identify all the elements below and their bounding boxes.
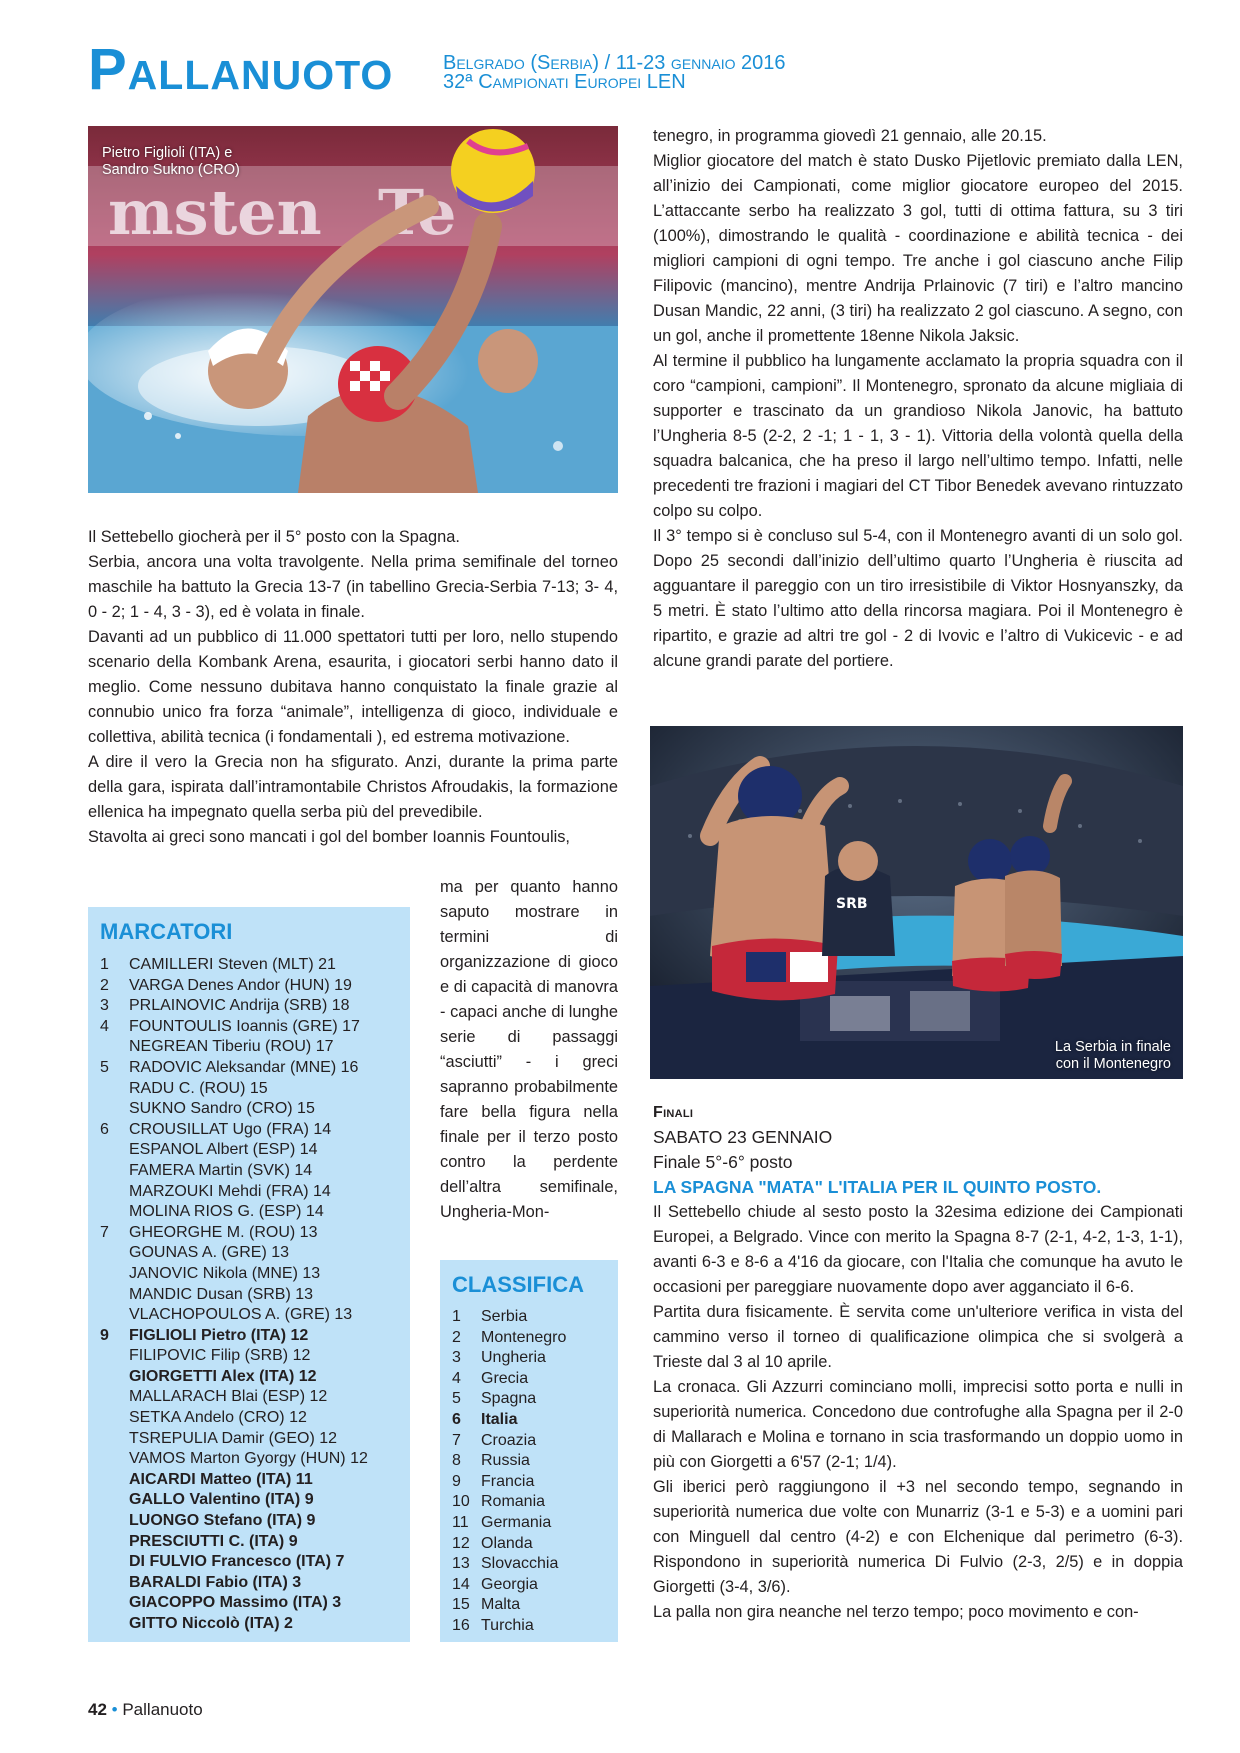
list-item [100,1223,398,1244]
marcatori-list [100,955,398,1635]
finali-kicker: Finali [653,1104,694,1121]
list-item [100,1408,398,1429]
list-item-rank: 9 [100,1326,109,1344]
marcatori-title: MARCATORI [100,919,233,944]
list-item-label: GITTO Niccolò (ITA) 2 [129,1615,293,1632]
list-item-label: Croazia [481,1431,537,1449]
list-item-label: Romania [481,1493,546,1511]
list-item-rank: 11 [452,1513,469,1531]
list-item-rank: 7 [100,1223,109,1241]
list-item-rank [100,1593,129,1614]
list-item-rank: 10 [452,1493,470,1511]
list-item [100,1346,398,1367]
list-item-label: Malta [481,1596,521,1614]
paragraph: ma per quanto hanno saputo mostrare in termini di organizzazione di gioco e di capacità di manovra - capaci anche di lunghe serie di passaggi “asciutti” - i greci sapranno probabilmente fare bella figura nella finale per il terzo posto contro la perdente dell’altra semifinale, Ungheria-Mon- [440,878,618,1221]
photo-serbia-bench [650,726,1183,1079]
list-item-rank [100,1573,129,1594]
finali-match: Finale 5°-6° posto [653,1152,793,1172]
photo-water-polo-action [88,126,618,493]
list-item [100,1593,398,1614]
list-item-label: Germania [481,1513,552,1531]
list-item-label: TSREPULIA Damir (GEO) 12 [129,1429,338,1447]
list-item [100,1367,398,1388]
list-item [100,1449,398,1470]
list-item [452,1307,606,1328]
list-item-rank [100,1532,129,1553]
list-item [452,1348,606,1369]
list-item-rank [100,1408,129,1429]
page-number: 42 [88,1700,107,1719]
list-item-rank: 13 [452,1555,470,1573]
page-footer [88,1700,203,1720]
list-item-label: Georgia [481,1575,538,1593]
list-item-rank [100,1387,129,1408]
list-item-rank [100,1429,129,1450]
left-column-text [88,525,618,850]
list-item [452,1513,606,1534]
list-item-label: VLACHOPOULOS A. (GRE) 13 [129,1306,353,1324]
list-item [100,1470,398,1491]
narrow-column-text [440,875,618,1225]
paragraph: Al termine il pubblico ha lungamente acclamato la propria squadra con il coro “campioni, campioni”. Il Montenegro, spronato da alcune migliaia di supporter e trascinato da un grandioso Nikola Janovic, ha battuto l’Ungheria 8-5 (2-2, 2 -1; 1 - 1, 3 - 1). Vittoria della volontà quella della squadra balcanica, che ha preso il largo nell’ultimo tempo. Infatti, nelle precedenti tre frazioni i magiari del CT Tibor Benedek avevano rintuzzato colpo su colpo. [653,352,1183,520]
list-item-rank: 5 [100,1058,109,1076]
paragraph: tenegro, in programma giovedì 21 gennaio, alle 20.15. [653,127,1047,145]
list-item [100,1120,398,1141]
list-item-label: Serbia [481,1308,528,1325]
right-column-text [653,124,1183,674]
photo-water-polo-action-image [88,126,618,493]
list-item-rank: 2 [452,1328,461,1346]
list-item-label: SUKNO Sandro (CRO) 15 [129,1100,315,1118]
list-item-label: RADOVIC Aleksandar (MNE) 16 [129,1058,359,1076]
list-item-rank [100,1367,129,1388]
list-item-label: MALLARACH Blai (ESP) 12 [129,1388,328,1406]
list-item [100,1264,398,1285]
list-item-label: AICARDI Matteo (ITA) 11 [129,1470,313,1488]
list-item [100,1490,398,1511]
list-item-label: DI FULVIO Francesco (ITA) 7 [129,1553,345,1571]
list-item-label: FILIPOVIC Filip (SRB) 12 [129,1347,311,1365]
list-item [100,1573,398,1594]
list-item-label: Francia [481,1472,535,1490]
finali-section [653,1100,1183,1625]
list-item-rank [100,1470,129,1491]
list-item-label: GOUNAS A. (GRE) 13 [129,1244,290,1262]
list-item [452,1616,606,1637]
list-item [452,1595,606,1616]
list-item [100,1532,398,1553]
list-item [452,1492,606,1513]
list-item-label: CROUSILLAT Ugo (FRA) 14 [129,1120,332,1138]
list-item-rank [100,1511,129,1532]
list-item-rank [100,1161,129,1182]
list-item-label: Ungheria [481,1349,546,1367]
paragraph: Miglior giocatore del match è stato Dusko Pijetlovic premiato dalla LEN, all’inizio dei Campionati, come miglior giocatore europeo del 2015. L’attaccante serbo ha realizzato 3 gol, tutti di ottima fattura, su 3 tiri (100%), dimostrando le qualità - coordinazione e abilità tecnica - dei migliori campioni di ogni tempo. Tre anche i gol ciascuno anche Filip Filipovic (mancino), mentre Andrija Prlainovic (7 tiri) e l’altro mancino Dusan Mandic, 22 anni, (3 tiri) ha realizzato 2 gol ciascuno. A segno, con un gol, anche il promettente 18enne Nikola Jaksic. [653,152,1183,345]
list-item-rank: 3 [100,997,109,1015]
list-item [452,1472,606,1493]
finali-headline: LA SPAGNA "MATA" L'ITALIA PER IL QUINTO POSTO. [653,1177,1102,1197]
photo-1-caption-line-1: Pietro Figlioli (ITA) e [102,145,233,161]
list-item-label: PRLAINOVIC Andrija (SRB) 18 [129,997,350,1015]
list-item [100,1140,398,1161]
classifica-title: CLASSIFICA [452,1272,584,1297]
list-item-rank [100,1099,129,1120]
list-item [100,1161,398,1182]
list-item [100,1099,398,1120]
list-item-rank: 4 [100,1017,109,1035]
paragraph: Partita dura fisicamente. È servita come un'ulteriore verifica in vista del cammino verso il torneo di qualificazione olimpica che si svolgerà a Trieste dal 3 al 10 aprile. [653,1303,1183,1371]
list-item-rank: 7 [452,1431,461,1449]
list-item-label: GIACOPPO Massimo (ITA) 3 [129,1594,342,1612]
list-item [452,1554,606,1575]
classifica-list [452,1307,606,1637]
list-item-label: VAMOS Marton Gyorgy (HUN) 12 [129,1450,368,1468]
list-item [452,1534,606,1555]
list-item-rank [100,1202,129,1223]
list-item-rank: 3 [452,1349,461,1367]
finali-text [653,1200,1183,1625]
list-item-label: Slovacchia [481,1555,559,1573]
paragraph: Davanti ad un pubblico di 11.000 spettatori tutti per loro, nello stupendo scenario della Kombank Arena, esaurita, i giocatori serbi hanno dato il meglio. Come nessuno dubitava hanno conquistato la finale grazie al connubio unico fra forza “animale”, intelligenza di gioco, individuale e collettiva, abilità tecnica (i fondamentali ), ed estrema motivazione. [88,628,618,746]
paragraph: Serbia, ancora una volta travolgente. Nella prima semifinale del torneo maschile ha battuto la Grecia 13-7 (in tabellino Grecia-Serbia 7-13; 3- 4, 0 - 2; 1 - 4, 3 - 3), ed è volata in finale. [88,553,618,621]
list-item-rank: 16 [452,1616,470,1634]
list-item-label: JANOVIC Nikola (MNE) 13 [129,1264,321,1282]
list-item-label: Montenegro [481,1328,567,1346]
list-item-rank: 1 [452,1308,461,1325]
list-item-rank [100,1552,129,1573]
list-item-label: ESPANOL Albert (ESP) 14 [129,1141,318,1159]
list-item [100,1058,398,1079]
list-item [100,1079,398,1100]
finali-date: SABATO 23 GENNAIO [653,1127,833,1147]
list-item [452,1328,606,1349]
list-item-label: Olanda [481,1534,533,1552]
list-item [100,1305,398,1326]
svg-text:SRB: SRB [836,896,868,912]
list-item [100,1429,398,1450]
list-item-rank: 6 [452,1410,461,1428]
paragraph: Il Settebello chiude al sesto posto la 32esima edizione dei Campionati Europei, a Belgrado. Vince con merito la Spagna 8-7 (2-1, 4-2, 1-3, 1-1), avanti 6-3 e 8-6 a 4'16 da giocare, con l'Italia che comunque ha avuto le occasioni per pareggiare nuovamente dopo aver agganciato il 6-6. [653,1203,1183,1296]
list-item-rank [100,1285,129,1306]
list-item [100,996,398,1017]
list-item [452,1575,606,1596]
list-item-label: GALLO Valentino (ITA) 9 [129,1491,314,1509]
list-item-label: BARALDI Fabio (ITA) 3 [129,1573,302,1591]
list-item [100,1387,398,1408]
paragraph: La cronaca. Gli Azzurri cominciano molli, imprecisi sotto porta e nulli in superiorità numerica. Concedono due controfughe alla Spagna per il 2-0 di Mallarach e Molina e tornano in scia trasformando un doppio uomo in più con Giorgetti a 6'57 (2-1; 1/4). [653,1378,1183,1471]
list-item [452,1389,606,1410]
list-item [100,955,398,976]
svg-text:msten: msten [108,176,322,249]
list-item-label: MARZOUKI Mehdi (FRA) 14 [129,1182,331,1200]
paragraph: Il Settebello giocherà per il 5° posto con la Spagna. [88,528,460,546]
subtitle-line-1: Belgrado (Serbia) / 11-23 gennaio 2016 [443,52,786,74]
paragraph: A dire il vero la Grecia non ha sfigurato. Anzi, durante la prima parte della gara, ispirata dall’intramontabile Christos Afroudakis, la formazione ellenica ha impegnato quella serba più del prevedibile. [88,753,618,821]
list-item-label: RADU C. (ROU) 15 [129,1079,268,1097]
paragraph: Stavolta ai greci sono mancati i gol del bomber Ioannis Fountoulis, [88,828,570,846]
list-item-rank: 6 [100,1120,109,1138]
list-item-label: VARGA Denes Andor (HUN) 19 [129,976,352,994]
list-item-label: GIORGETTI Alex (ITA) 12 [129,1367,317,1385]
classifica-box [440,1260,618,1642]
list-item-rank: 15 [452,1596,470,1614]
list-item [452,1369,606,1390]
photo-2-caption-line-1: La Serbia in finale [1054,1039,1171,1055]
list-item-label: FIGLIOLI Pietro (ITA) 12 [129,1326,309,1344]
list-item-rank [100,1243,129,1264]
page-title: Pallanuoto [88,37,394,102]
list-item [100,1243,398,1264]
list-item-rank [100,1079,129,1100]
list-item-rank [100,1346,129,1367]
list-item-label: NEGREAN Tiberiu (ROU) 17 [129,1038,334,1056]
list-item-rank [100,1305,129,1326]
list-item [100,1511,398,1532]
list-item-label: PRESCIUTTI C. (ITA) 9 [129,1532,298,1550]
photo-2-caption-line-2: con il Montenegro [1055,1056,1171,1072]
list-item-label: Grecia [481,1369,529,1387]
subtitle-line-2: 32ª Campionati Europei LEN [443,71,686,93]
list-item-rank: 8 [452,1452,461,1470]
paragraph: Gli iberici però raggiungono il +3 nel secondo tempo, segnando in superiorità numerica due volte con Munarriz (3-1 e 5-3) e a uomini pari con Minguell dal centro (4-2) e con Elchenique dal perimetro (6-3). Rispondono in superiorità numerica Di Fulvio (2-3, 2/5) e in doppia Giorgetti (3-4, 3/6). [653,1478,1183,1596]
list-item-rank: 5 [452,1390,461,1408]
list-item-rank [100,1449,129,1470]
list-item-rank [100,1182,129,1203]
list-item [452,1410,606,1431]
list-item [100,976,398,997]
bullet-separator: • [111,1700,118,1719]
list-item-rank [100,1037,129,1058]
list-item-label: FAMERA Martin (SVK) 14 [129,1161,313,1179]
svg-text:Te: Te [378,176,457,249]
list-item-label: GHEORGHE M. (ROU) 13 [129,1223,318,1241]
list-item [100,1285,398,1306]
list-item-label: FOUNTOULIS Ioannis (GRE) 17 [129,1017,360,1035]
list-item-label: Turchia [481,1616,534,1634]
photo-2-caption [1055,1039,1171,1073]
marcatori-box [88,907,410,1642]
list-item [100,1037,398,1058]
photo-1-caption [102,145,240,179]
list-item-label: SETKA Andelo (CRO) 12 [129,1409,307,1427]
list-item-label: Italia [481,1410,518,1428]
list-item [452,1431,606,1452]
list-item-rank: 9 [452,1472,461,1490]
list-item-label: Russia [481,1452,530,1470]
list-item-rank: 12 [452,1534,470,1552]
paragraph: Il 3° tempo si è concluso sul 5-4, con il Montenegro avanti di un solo gol. Dopo 25 secondi dall’inizio dell’ultimo quarto l’Ungheria è riuscita ad agguantare il pareggio con un tiro irresistibile di Viktor Hosnyanszky, da 5 metri. È stato l’ultimo atto della rincorsa magiara. Poi il Montenegro è ripartito, e grazie ad altri tre gol - 2 di Ivovic e l’altro di Vukicevic - e ad alcune grandi parate del portiere. [653,527,1183,670]
list-item-label: LUONGO Stefano (ITA) 9 [129,1512,316,1530]
page-subtitle [443,54,786,92]
list-item-label: Spagna [481,1390,537,1408]
list-item-rank [100,1140,129,1161]
list-item [100,1614,398,1635]
list-item-rank [100,1614,129,1635]
list-item [100,1552,398,1573]
list-item [100,1326,398,1347]
paragraph: La palla non gira neanche nel terzo tempo; poco movimento e con- [653,1603,1139,1621]
list-item [452,1451,606,1472]
list-item-rank: 14 [452,1575,470,1593]
photo-1-caption-line-2: Sandro Sukno (CRO) [102,162,240,178]
list-item-rank: 2 [100,976,109,994]
list-item-rank: 4 [452,1369,461,1387]
footer-label: Pallanuoto [122,1700,203,1719]
list-item-rank: 1 [100,956,109,973]
list-item-label: MANDIC Dusan (SRB) 13 [129,1285,314,1303]
list-item [100,1202,398,1223]
list-item-rank [100,1264,129,1285]
list-item-rank [100,1490,129,1511]
list-item [100,1182,398,1203]
list-item-label: CAMILLERI Steven (MLT) 21 [129,956,336,973]
list-item-label: MOLINA RIOS G. (ESP) 14 [129,1203,324,1221]
list-item [100,1017,398,1038]
photo-serbia-bench-image [650,726,1183,1079]
